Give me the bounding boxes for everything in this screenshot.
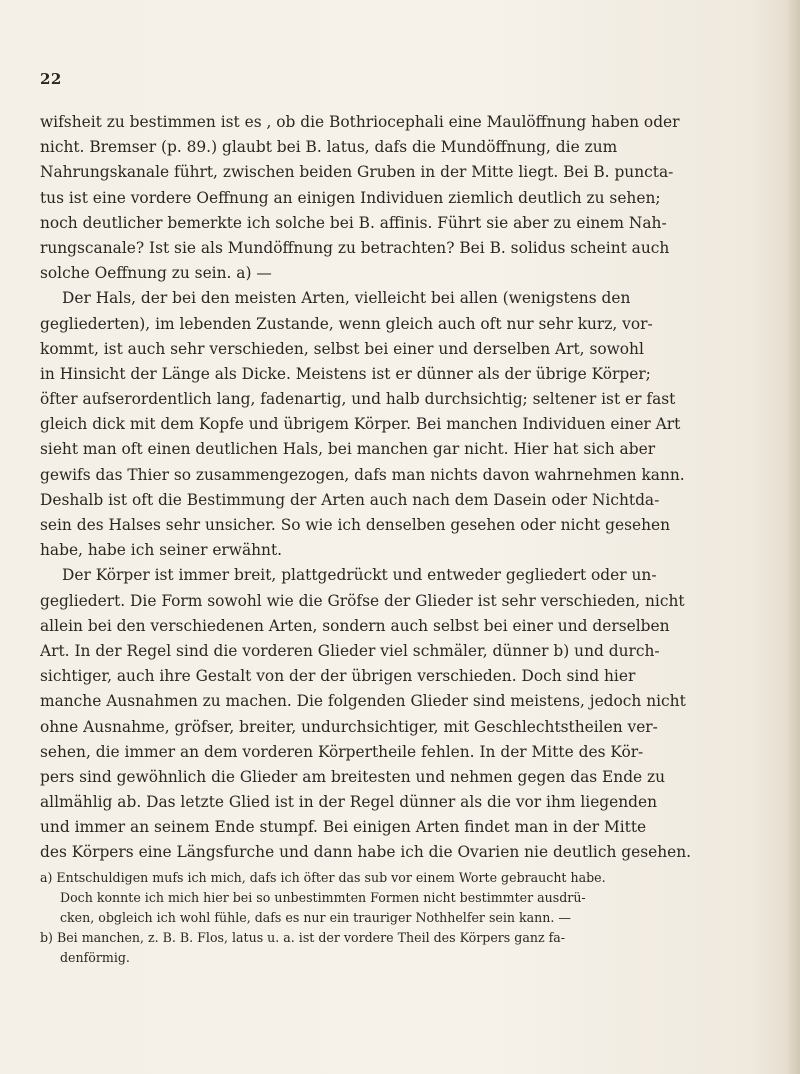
text-line: Nahrungskanale führt, zwischen beiden Gruben in der Mitte liegt. Bei B. puncta-	[40, 163, 674, 182]
text-line: sein des Halses sehr unsicher. So wie ich denselben gesehen oder nicht gesehen	[40, 516, 671, 534]
text-line: Art. In der Regel sind die vorderen Glieder viel schmäler, dünner b) und durch-	[40, 641, 660, 660]
text-line: öfter aufserordentlich lang, fadenartig, und halb durchsichtig; seltener ist er fast	[40, 390, 676, 409]
text-line: allmählig ab. Das letzte Glied ist in der Regel dünner als die vor ihm liegenden	[40, 793, 658, 812]
paragraph-start-hals: Der Hals, der bei den meisten Arten, vielleicht bei allen (wenigstens den	[62, 289, 631, 308]
footnote-a: a) Entschuldigen mufs ich mich, dafs ich öfter das sub vor einem Worte gebraucht habe.	[40, 869, 606, 885]
text-line: nicht. Bremser (p. 89.) glaubt bei B. latus, dafs die Mundöffnung, die zum	[40, 138, 618, 157]
text-line: des Körpers eine Längsfurche und dann habe ich die Ovarien nie deutlich gesehen.	[40, 843, 692, 862]
text-line: gewifs das Thier so zusammengezogen, dafs man nichts davon wahrnehmen kann.	[40, 465, 685, 484]
text-line: Deshalb ist oft die Bestimmung der Arten auch nach dem Dasein oder Nichtda-	[40, 490, 660, 509]
text-line: wifsheit zu bestimmen ist es , ob die Bothriocephali eine Maulöffnung haben oder	[40, 113, 680, 131]
text-line: noch deutlicher bemerkte ich solche bei B. affinis. Führt sie aber zu einem Nah-	[40, 213, 667, 232]
footnote-b-continued: denförmig.	[60, 949, 130, 965]
text-line: manche Ausnahmen zu machen. Die folgenden Glieder sind meistens, jedoch nicht	[40, 692, 686, 711]
footnotes	[40, 868, 790, 968]
text-line: habe, habe ich seiner erwähnt.	[40, 541, 283, 560]
text-line: sichtiger, auch ihre Gestalt von der der übrigen verschieden. Doch sind hier	[40, 667, 636, 686]
text-line: ohne Ausnahme, gröfser, breiter, undurchsichtiger, mit Geschlechtstheilen ver-	[40, 717, 658, 736]
text-line: sieht man oft einen deutlichen Hals, bei manchen gar nicht. Hier hat sich aber	[40, 440, 656, 459]
text-line: in Hinsicht der Länge als Dicke. Meistens ist er dünner als der übrige Körper;	[40, 364, 651, 383]
footnote-a-continued: cken, obgleich ich wohl fühle, dafs es nur ein trauriger Nothhelfer sein kann. —	[60, 909, 571, 925]
text-line: gegliederten), im lebenden Zustande, wenn gleich auch oft nur sehr kurz, vor-	[40, 314, 653, 333]
text-line: pers sind gewöhnlich die Glieder am breitesten und nehmen gegen das Ende zu	[40, 767, 666, 786]
text-line: gleich dick mit dem Kopfe und übrigem Körper. Bei manchen Individuen einer Art	[40, 415, 681, 434]
text-line: kommt, ist auch sehr verschieden, selbst bei einer und derselben Art, sowohl	[40, 339, 644, 358]
paragraph-start-koerper: Der Körper ist immer breit, plattgedrückt und entweder gegliedert oder un-	[62, 566, 657, 585]
footnote-a-continued: Doch konnte ich mich hier bei so unbestimmten Formen nicht bestimmter ausdrü-	[60, 889, 586, 905]
text-line: tus ist eine vordere Oeffnung an einigen Individuen ziemlich deutlich zu sehen;	[40, 188, 661, 207]
text-line: sehen, die immer an dem vorderen Körpertheile fehlen. In der Mitte des Kör-	[40, 742, 644, 761]
page-number: 22	[40, 70, 62, 88]
footnote-b: b) Bei manchen, z. B. B. Flos, latus u. a. ist der vordere Theil des Körpers ganz fa-	[40, 929, 566, 945]
text-line: rungscanale? Ist sie als Mundöffnung zu betrachten? Bei B. solidus scheint auch	[40, 238, 670, 257]
text-line: solche Oeffnung zu sein. a) —	[40, 264, 272, 283]
body-text	[40, 110, 790, 968]
text-line: gegliedert. Die Form sowohl wie die Gröfse der Glieder ist sehr verschieden, nicht	[40, 591, 685, 610]
text-line: allein bei den verschiedenen Arten, sondern auch selbst bei einer und derselben	[40, 616, 670, 635]
page-edge-shadow	[786, 0, 800, 1074]
text-line: und immer an seinem Ende stumpf. Bei einigen Arten findet man in der Mitte	[40, 818, 647, 837]
